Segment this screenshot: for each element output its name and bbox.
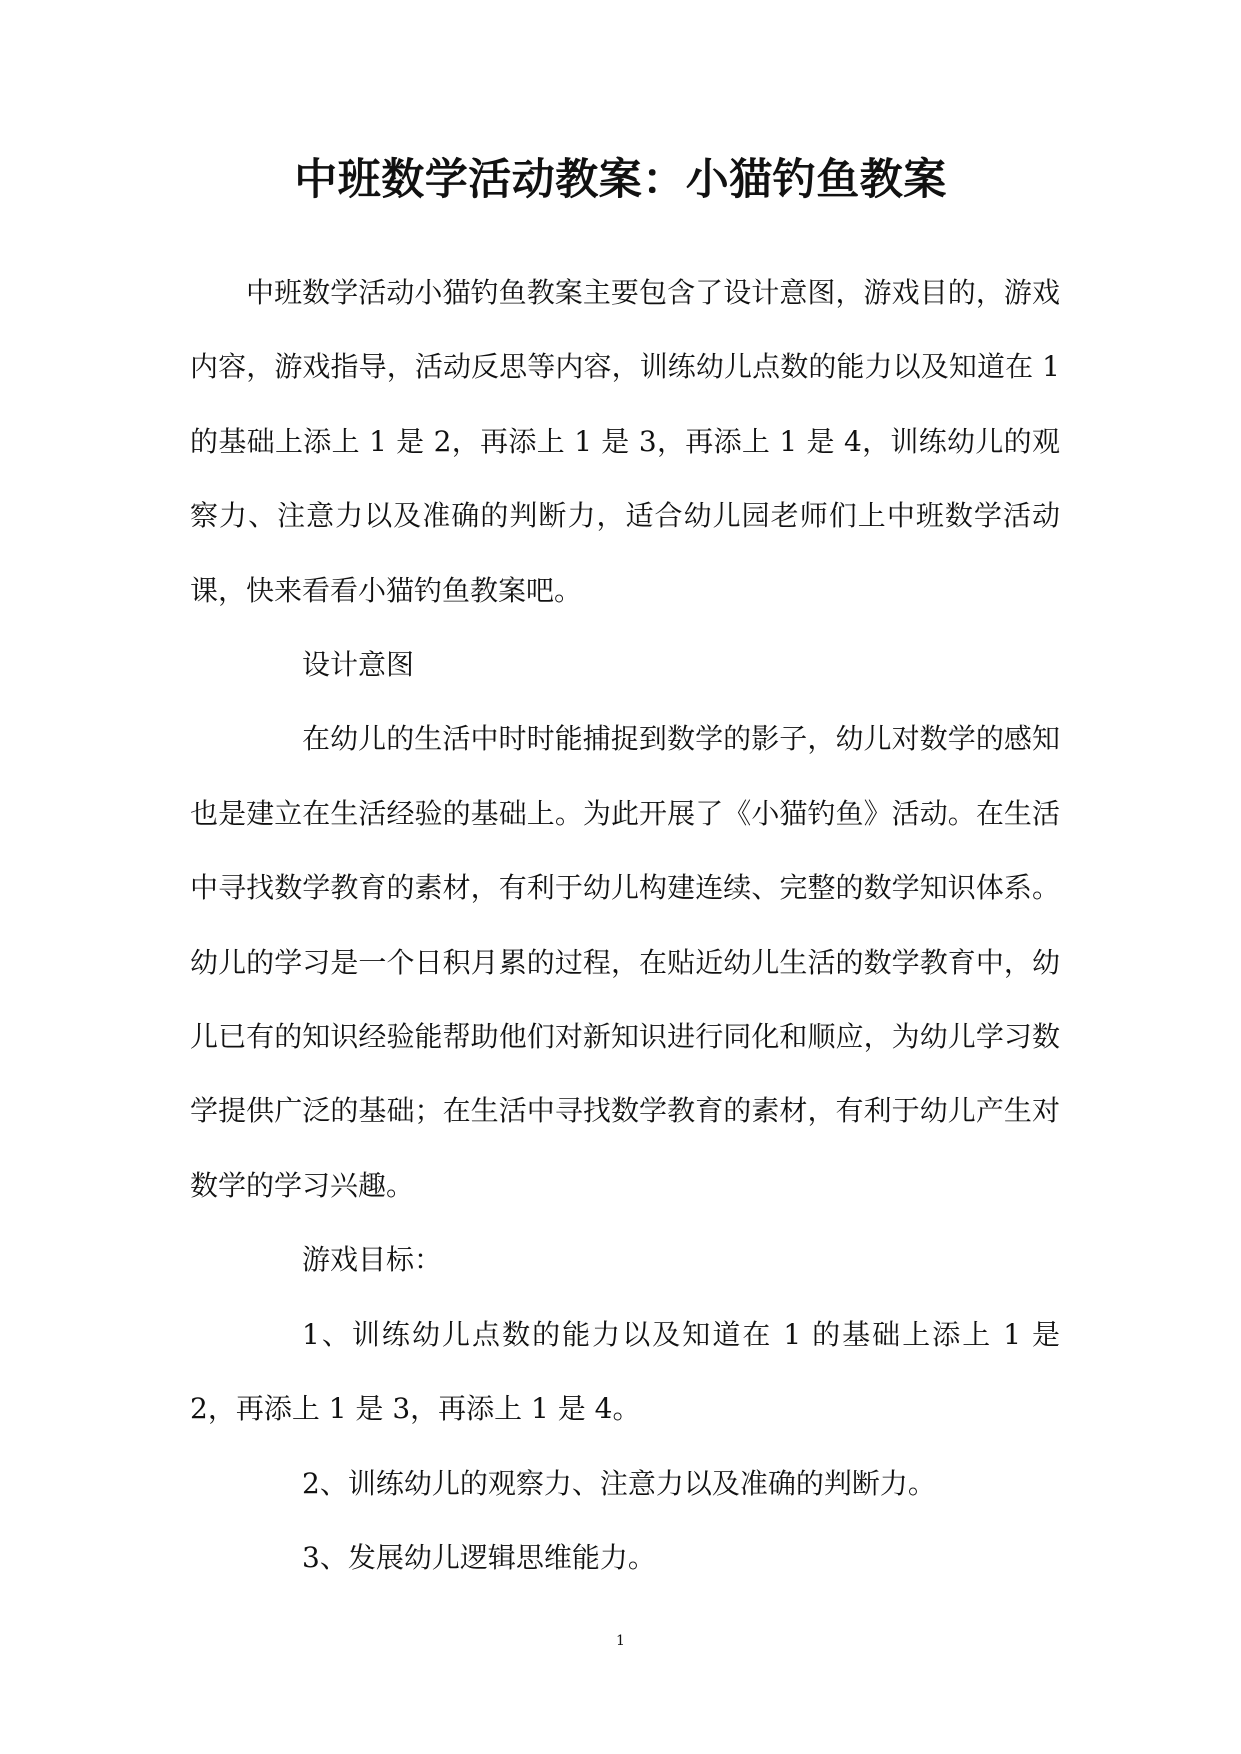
page-number: 1	[616, 1633, 625, 1649]
intro-paragraph: 中班数学活动小猫钓鱼教案主要包含了设计意图，游戏目的，游戏内容，游戏指导，活动反思等内容，训练幼儿点数的能力以及知道在 1 的基础上添上 1 是 2，再添上 1 是 3，再添上 1 是 4，训练幼儿的观察力、注意力以及准确的判断力，适合幼儿园老师们上中班数学活动课，快来看看小猫钓鱼教案吧。	[190, 276, 1060, 607]
section-heading-game-goals: 游戏目标：	[302, 1243, 443, 1277]
document-body	[190, 256, 1060, 1595]
design-intent-paragraph: 在幼儿的生活中时时能捕捉到数学的影子，幼儿对数学的感知也是建立在生活经验的基础上。为此开展了《小猫钓鱼》活动。在生活中寻找数学教育的素材，有利于幼儿构建连续、完整的数学知识体系。幼儿的学习是一个日积月累的过程，在贴近幼儿生活的数学教育中，幼儿已有的知识经验能帮助他们对新知识进行同化和顺应，为幼儿学习数学提供广泛的基础；在生活中寻找数学教育的素材，有利于幼儿产生对数学的学习兴趣。	[190, 722, 1060, 1202]
goal-item-1: 1、训练幼儿点数的能力以及知道在 1 的基础上添上 1 是 2，再添上 1 是 3，再添上 1 是 4。	[190, 1317, 1060, 1426]
goal-item-3: 3、发展幼儿逻辑思维能力。	[302, 1540, 656, 1574]
goal-item-2: 2、训练幼儿的观察力、注意力以及准确的判断力。	[302, 1466, 936, 1500]
document-title: 中班数学活动教案：小猫钓鱼教案	[294, 155, 947, 205]
section-heading-design-intent: 设计意图	[302, 648, 415, 682]
